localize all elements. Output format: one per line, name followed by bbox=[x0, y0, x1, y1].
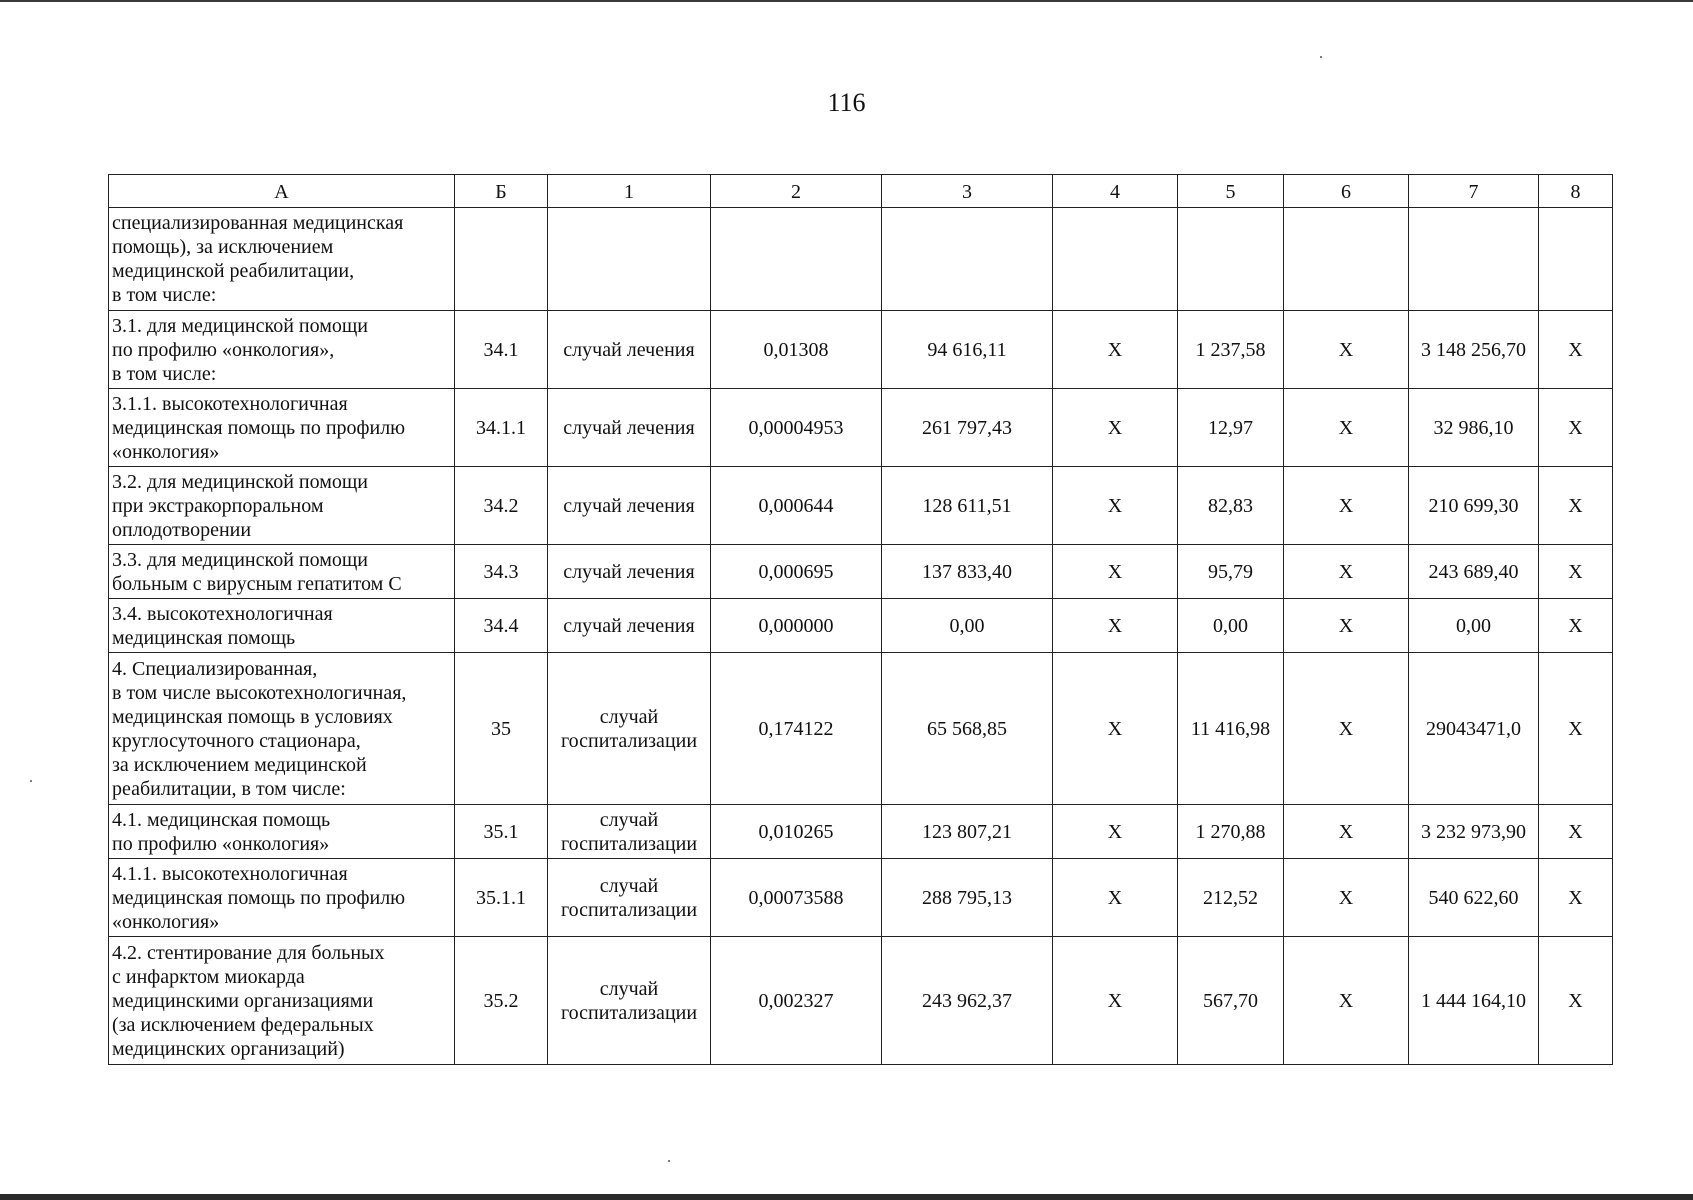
value-cell-4: X bbox=[1053, 653, 1178, 805]
table-row bbox=[109, 859, 1613, 937]
value-cell-4: X bbox=[1053, 859, 1178, 937]
unit-cell bbox=[548, 208, 711, 311]
value-cell-3: 123 807,21 bbox=[882, 805, 1053, 859]
value-cell-8: X bbox=[1539, 389, 1613, 467]
value-cell-7: 0,00 bbox=[1409, 599, 1539, 653]
value-cell-8: X bbox=[1539, 545, 1613, 599]
value-cell-5: 1 237,58 bbox=[1178, 311, 1284, 389]
row-number-cell: 34.4 bbox=[455, 599, 548, 653]
unit-cell: случай госпитализации bbox=[548, 805, 711, 859]
row-number-cell: 34.1.1 bbox=[455, 389, 548, 467]
scan-bottom-edge bbox=[0, 1194, 1693, 1200]
column-header-2: 2 bbox=[711, 175, 882, 208]
row-label-cell: 4.1. медицинская помощь по профилю «онкология» bbox=[109, 805, 455, 859]
column-header-5: 5 bbox=[1178, 175, 1284, 208]
row-number-cell: 35 bbox=[455, 653, 548, 805]
value-cell-3: 137 833,40 bbox=[882, 545, 1053, 599]
row-number-cell bbox=[455, 208, 548, 311]
table-row bbox=[109, 311, 1613, 389]
scan-speck bbox=[30, 780, 32, 782]
value-cell-7: 32 986,10 bbox=[1409, 389, 1539, 467]
value-cell-4 bbox=[1053, 208, 1178, 311]
value-cell-6 bbox=[1284, 208, 1409, 311]
value-cell-2: 0,000000 bbox=[711, 599, 882, 653]
value-cell-8: X bbox=[1539, 467, 1613, 545]
data-table bbox=[108, 174, 1613, 1065]
value-cell-2: 0,002327 bbox=[711, 937, 882, 1065]
value-cell-2: 0,01308 bbox=[711, 311, 882, 389]
value-cell-8 bbox=[1539, 208, 1613, 311]
value-cell-3: 261 797,43 bbox=[882, 389, 1053, 467]
value-cell-7: 540 622,60 bbox=[1409, 859, 1539, 937]
value-cell-2: 0,00073588 bbox=[711, 859, 882, 937]
row-label-cell: 4. Специализированная, в том числе высокотехнологичная, медицинская помощь в условиях круглосуточного стационара, за исключением медицинской реабилитации, в том числе: bbox=[109, 653, 455, 805]
column-header-7: 7 bbox=[1409, 175, 1539, 208]
value-cell-7: 3 232 973,90 bbox=[1409, 805, 1539, 859]
row-label-cell: 3.1. для медицинской помощи по профилю «онкология», в том числе: bbox=[109, 311, 455, 389]
page-number: 116 bbox=[827, 88, 866, 117]
value-cell-8: X bbox=[1539, 311, 1613, 389]
scan-speck bbox=[668, 1160, 670, 1162]
value-cell-5: 82,83 bbox=[1178, 467, 1284, 545]
value-cell-8: X bbox=[1539, 599, 1613, 653]
column-header-8: 8 bbox=[1539, 175, 1613, 208]
column-header-4: 4 bbox=[1053, 175, 1178, 208]
value-cell-7: 1 444 164,10 bbox=[1409, 937, 1539, 1065]
column-header-1: 1 bbox=[548, 175, 711, 208]
row-number-cell: 34.3 bbox=[455, 545, 548, 599]
unit-cell: случай госпитализации bbox=[548, 859, 711, 937]
row-label-cell: 3.3. для медицинской помощи больным с вирусным гепатитом С bbox=[109, 545, 455, 599]
value-cell-5: 1 270,88 bbox=[1178, 805, 1284, 859]
value-cell-3 bbox=[882, 208, 1053, 311]
value-cell-8: X bbox=[1539, 859, 1613, 937]
value-cell-7 bbox=[1409, 208, 1539, 311]
row-label-cell: 3.2. для медицинской помощи при экстракорпоральном оплодотворении bbox=[109, 467, 455, 545]
value-cell-2: 0,000644 bbox=[711, 467, 882, 545]
value-cell-5: 12,97 bbox=[1178, 389, 1284, 467]
value-cell-6: X bbox=[1284, 937, 1409, 1065]
unit-cell: случай госпитализации bbox=[548, 653, 711, 805]
unit-cell: случай лечения bbox=[548, 311, 711, 389]
value-cell-4: X bbox=[1053, 467, 1178, 545]
value-cell-3: 288 795,13 bbox=[882, 859, 1053, 937]
value-cell-4: X bbox=[1053, 389, 1178, 467]
value-cell-6: X bbox=[1284, 389, 1409, 467]
value-cell-2 bbox=[711, 208, 882, 311]
value-cell-3: 243 962,37 bbox=[882, 937, 1053, 1065]
value-cell-2: 0,000695 bbox=[711, 545, 882, 599]
value-cell-6: X bbox=[1284, 859, 1409, 937]
value-cell-5: 95,79 bbox=[1178, 545, 1284, 599]
value-cell-3: 65 568,85 bbox=[882, 653, 1053, 805]
value-cell-7: 29043471,0 bbox=[1409, 653, 1539, 805]
value-cell-7: 3 148 256,70 bbox=[1409, 311, 1539, 389]
value-cell-4: X bbox=[1053, 311, 1178, 389]
scan-top-edge bbox=[0, 0, 1693, 2]
value-cell-4: X bbox=[1053, 937, 1178, 1065]
value-cell-2: 0,174122 bbox=[711, 653, 882, 805]
row-label-cell: 4.1.1. высокотехнологичная медицинская помощь по профилю «онкология» bbox=[109, 859, 455, 937]
value-cell-4: X bbox=[1053, 805, 1178, 859]
row-number-cell: 34.1 bbox=[455, 311, 548, 389]
unit-cell: случай лечения bbox=[548, 389, 711, 467]
table-row bbox=[109, 389, 1613, 467]
table-row bbox=[109, 599, 1613, 653]
row-label-cell: 3.4. высокотехнологичная медицинская помощь bbox=[109, 599, 455, 653]
table-row bbox=[109, 653, 1613, 805]
row-label-cell: 4.2. стентирование для больных с инфарктом миокарда медицинскими организациями (за исключением федеральных медицинских организаций) bbox=[109, 937, 455, 1065]
value-cell-5: 212,52 bbox=[1178, 859, 1284, 937]
table-row bbox=[109, 805, 1613, 859]
unit-cell: случай лечения bbox=[548, 599, 711, 653]
row-number-cell: 35.2 bbox=[455, 937, 548, 1065]
row-number-cell: 34.2 bbox=[455, 467, 548, 545]
value-cell-5: 0,00 bbox=[1178, 599, 1284, 653]
column-header-b: Б bbox=[455, 175, 548, 208]
row-label-cell: специализированная медицинская помощь), за исключением медицинской реабилитации, в том числе: bbox=[109, 208, 455, 311]
value-cell-2: 0,00004953 bbox=[711, 389, 882, 467]
value-cell-7: 210 699,30 bbox=[1409, 467, 1539, 545]
unit-cell: случай госпитализации bbox=[548, 937, 711, 1065]
value-cell-3: 0,00 bbox=[882, 599, 1053, 653]
table-row bbox=[109, 208, 1613, 311]
value-cell-5 bbox=[1178, 208, 1284, 311]
table-row bbox=[109, 937, 1613, 1065]
value-cell-8: X bbox=[1539, 653, 1613, 805]
value-cell-2: 0,010265 bbox=[711, 805, 882, 859]
table-row bbox=[109, 545, 1613, 599]
row-number-cell: 35.1 bbox=[455, 805, 548, 859]
value-cell-3: 128 611,51 bbox=[882, 467, 1053, 545]
value-cell-6: X bbox=[1284, 311, 1409, 389]
value-cell-6: X bbox=[1284, 467, 1409, 545]
row-number-cell: 35.1.1 bbox=[455, 859, 548, 937]
unit-cell: случай лечения bbox=[548, 545, 711, 599]
table-header-row bbox=[109, 175, 1613, 208]
value-cell-8: X bbox=[1539, 937, 1613, 1065]
column-header-3: 3 bbox=[882, 175, 1053, 208]
value-cell-6: X bbox=[1284, 805, 1409, 859]
unit-cell: случай лечения bbox=[548, 467, 711, 545]
value-cell-8: X bbox=[1539, 805, 1613, 859]
value-cell-5: 11 416,98 bbox=[1178, 653, 1284, 805]
value-cell-4: X bbox=[1053, 599, 1178, 653]
scan-speck bbox=[1320, 56, 1322, 58]
value-cell-6: X bbox=[1284, 653, 1409, 805]
row-label-cell: 3.1.1. высокотехнологичная медицинская помощь по профилю «онкология» bbox=[109, 389, 455, 467]
value-cell-4: X bbox=[1053, 545, 1178, 599]
value-cell-7: 243 689,40 bbox=[1409, 545, 1539, 599]
column-header-6: 6 bbox=[1284, 175, 1409, 208]
value-cell-6: X bbox=[1284, 599, 1409, 653]
value-cell-3: 94 616,11 bbox=[882, 311, 1053, 389]
table-row bbox=[109, 467, 1613, 545]
value-cell-5: 567,70 bbox=[1178, 937, 1284, 1065]
column-header-a: А bbox=[109, 175, 455, 208]
value-cell-6: X bbox=[1284, 545, 1409, 599]
